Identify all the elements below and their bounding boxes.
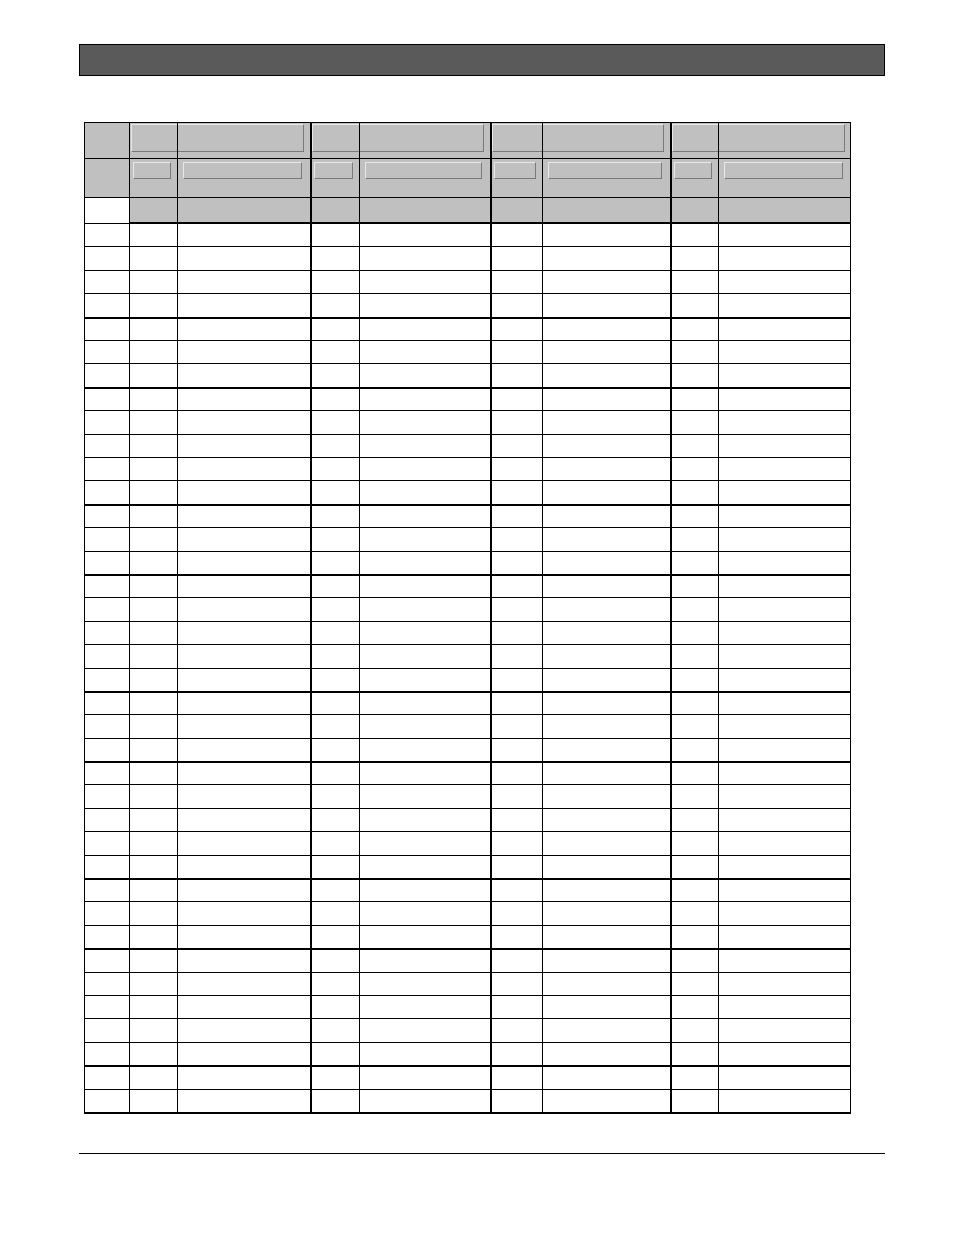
row-divider (84, 270, 851, 271)
row-divider (84, 668, 851, 669)
row-divider (84, 457, 851, 458)
row-divider (84, 784, 851, 785)
row-divider (84, 761, 851, 763)
row-divider (84, 1089, 851, 1090)
row-divider (84, 901, 851, 902)
row-divider (84, 387, 851, 389)
corner-header-cell (84, 122, 129, 197)
group-header-4 (670, 122, 851, 158)
row-divider (84, 1018, 851, 1019)
row-divider (84, 1112, 851, 1114)
column-divider (129, 122, 130, 1112)
row-divider (84, 551, 851, 552)
row-divider (84, 855, 851, 856)
row-divider (84, 504, 851, 506)
column-divider (359, 122, 360, 1112)
row-divider (84, 808, 851, 809)
row-divider (84, 246, 851, 247)
section-corner-cell (84, 197, 129, 223)
column-divider (718, 122, 719, 1112)
row-divider (84, 948, 851, 950)
row-divider (84, 1065, 851, 1067)
column-divider (84, 122, 85, 1112)
row-divider (84, 434, 851, 435)
header-divider (84, 197, 851, 198)
row-divider (84, 410, 851, 411)
row-divider (84, 574, 851, 576)
row-divider (84, 363, 851, 364)
column-divider (490, 122, 492, 1112)
data-table (84, 122, 851, 1112)
row-divider (84, 644, 851, 645)
footer-rule (79, 1153, 885, 1154)
row-divider (84, 340, 851, 341)
group-header-1 (129, 122, 310, 158)
column-divider (850, 122, 851, 1112)
column-divider (177, 122, 178, 1112)
sub-header-5 (490, 158, 542, 197)
row-divider (84, 1042, 851, 1043)
row-divider (84, 995, 851, 996)
column-divider (542, 122, 543, 1112)
group-header-3 (490, 122, 670, 158)
column-divider (310, 122, 312, 1112)
row-divider (84, 293, 851, 294)
sub-header-2 (177, 158, 310, 197)
row-divider (84, 831, 851, 832)
group-header-2 (310, 122, 490, 158)
sub-header-8 (718, 158, 851, 197)
sub-header-4 (359, 158, 490, 197)
sub-header-6 (542, 158, 670, 197)
header-bar (79, 44, 885, 76)
row-divider (84, 597, 851, 598)
row-divider (84, 714, 851, 715)
row-divider (84, 738, 851, 739)
row-divider (84, 878, 851, 880)
row-divider (84, 972, 851, 973)
sub-header-3 (310, 158, 359, 197)
row-divider (84, 317, 851, 319)
sub-header-1 (129, 158, 177, 197)
row-divider (84, 925, 851, 926)
sub-header-7 (670, 158, 718, 197)
row-divider (84, 480, 851, 481)
row-divider (84, 527, 851, 528)
row-divider (84, 691, 851, 693)
header-divider (84, 158, 851, 159)
row-divider (84, 223, 851, 224)
header-divider (84, 122, 851, 123)
row-divider (84, 621, 851, 622)
column-divider (670, 122, 672, 1112)
